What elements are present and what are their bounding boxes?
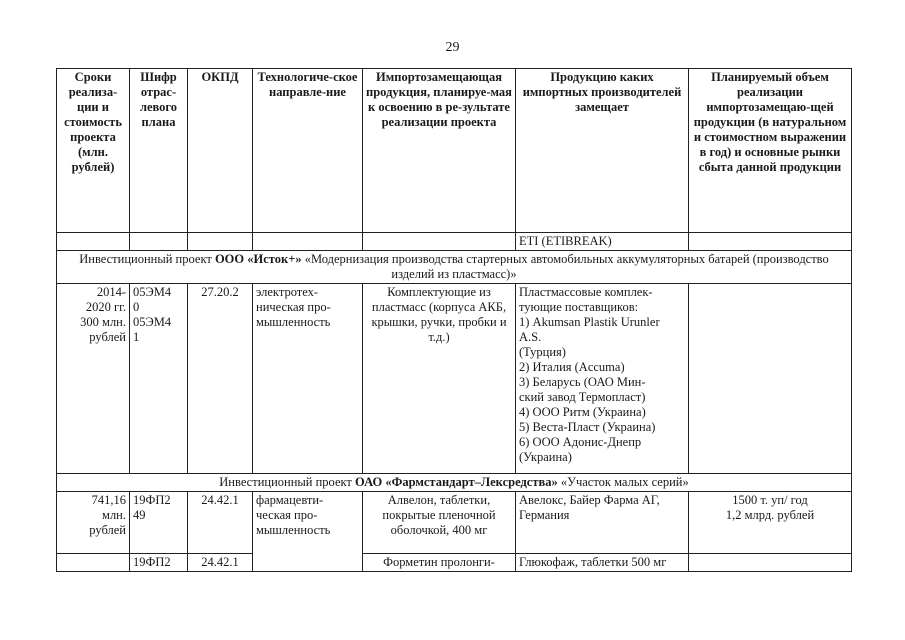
import-substitution-table: [56, 68, 852, 572]
project-2-row-2-okpd: 24.42.1: [188, 554, 253, 572]
carry-producers: ETI (ETIBREAK): [516, 233, 689, 251]
header-volume: Планируемый объем реализации импортозамещаю-щей продукции (в натуральном и стоимостном выражении в год) и основные рынки сбыта данной продукции: [689, 69, 852, 233]
project-1-title-row: [57, 251, 852, 284]
page-number: 29: [445, 40, 460, 55]
header-row: [57, 69, 852, 233]
project-2-product: Алвелон, таблетки, покрытые пленочной оболочкой, 400 мг: [363, 492, 516, 554]
project-2-row-1: [57, 492, 852, 554]
project-1-producers: Пластмассовые комплек- тующие поставщиков: 1) Akumsan Plastik Urunler A.S. (Турция) 2) Италия (Accuma) 3) Беларусь (ОАО Мин- ский завод Термопласт) 4) ООО Ритм (Украина) 5) Веста-Пласт (Украина) 6) ООО Адонис-Днепр (Украина): [516, 284, 689, 474]
project-2-row-2: [57, 554, 852, 572]
project-2-title-row: [57, 474, 852, 492]
project-1-direction: электротех- ническая про- мышленность: [253, 284, 363, 474]
project-2-title: Инвестиционный проект ОАО «Фармстандарт–Лексредства» «Участок малых серий»: [57, 474, 852, 492]
project-2-producers: Авелокс, Байер Фарма АГ, Германия: [516, 492, 689, 554]
project-1-title: Инвестиционный проект ООО «Исток+» «Модернизация производства стартерных автомобильных аккумуляторных батарей (производство изделий из пластмасс)»: [57, 251, 852, 284]
header-code: Шифр отрас-левого плана: [130, 69, 188, 233]
project-1-code: 05ЭМ4 0 05ЭМ4 1: [130, 284, 188, 474]
header-producers: Продукцию каких импортных производителей замещает: [516, 69, 689, 233]
project-2-code: 19ФП2 49: [130, 492, 188, 554]
project-1-product: Комплектующие из пластмасс (корпуса АКБ, крышки, ручки, пробки и т.д.): [363, 284, 516, 474]
project-1-company: ООО «Исток+»: [214, 252, 302, 266]
carry-row: [57, 233, 852, 251]
project-1-volume: [689, 284, 852, 474]
project-1-okpd: 27.20.2: [188, 284, 253, 474]
header-direction: Технологиче-ское направле-ние: [253, 69, 363, 233]
project-2-volume: 1500 т. уп/ год 1,2 млрд. рублей: [689, 492, 852, 554]
project-2-company: ОАО «Фармстандарт–Лексредства»: [355, 475, 558, 489]
project-2-direction: фармацевти- ческая про- мышленность: [253, 492, 363, 572]
header-term: Сроки реализа-ции и стоимость проекта (млн. рублей): [57, 69, 130, 233]
header-product: Импортозамещающая продукция, планируе-мая к освоению в ре-зультате реализации проекта: [363, 69, 516, 233]
project-2-row-2-product: Форметин пролонги-: [363, 554, 516, 572]
project-2-row-2-code: 19ФП2: [130, 554, 188, 572]
project-1-row: [57, 284, 852, 474]
header-okpd: ОКПД: [188, 69, 253, 233]
project-2-row-2-producers: Глюкофаж, таблетки 500 мг: [516, 554, 689, 572]
project-1-term: 2014- 2020 гг. 300 млн. рублей: [57, 284, 130, 474]
project-2-okpd: 24.42.1: [188, 492, 253, 554]
project-2-term: 741,16 млн. рублей: [57, 492, 130, 554]
